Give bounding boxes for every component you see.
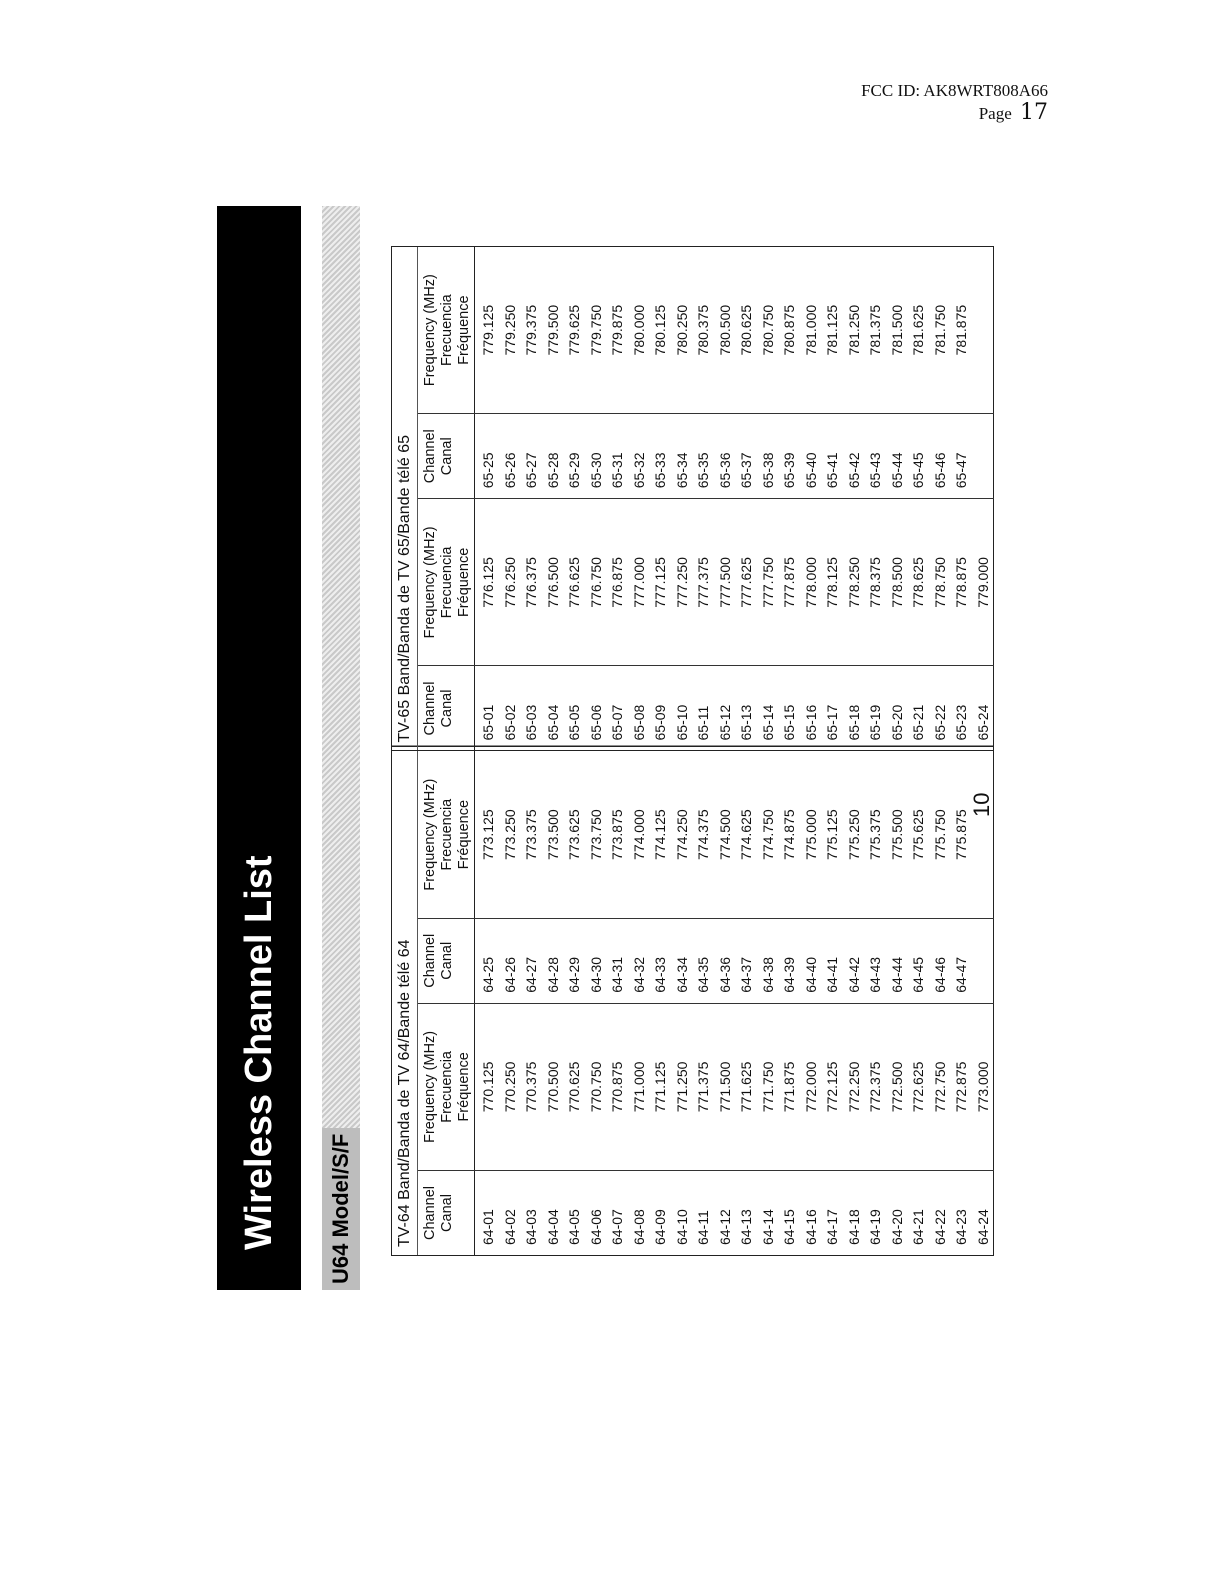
frequency-cell: 773.125 — [480, 809, 496, 860]
frequency-cell: 776.750 — [587, 557, 604, 608]
channel-cell: 65-01 — [480, 704, 496, 741]
channel-cell: 64-21 — [910, 1209, 926, 1245]
channel-column — [418, 919, 994, 1004]
frequency-cell: 773.625 — [566, 809, 582, 860]
frequency-cell: 775.375 — [867, 809, 883, 860]
channel-cell: 65-05 — [566, 704, 582, 741]
document-page-number: 10 — [969, 792, 994, 817]
frequency-cell: 770.625 — [566, 1061, 582, 1113]
column-header-line: Canal — [439, 689, 455, 728]
frequency-cell: 778.500 — [888, 557, 905, 608]
channel-cell: 65-46 — [931, 452, 948, 489]
frequency-cell: 777.875 — [781, 557, 797, 608]
column-header — [418, 499, 475, 665]
channel-cell: 64-43 — [867, 956, 883, 993]
frequency-column — [418, 1004, 994, 1171]
frequency-cell: 775.500 — [888, 809, 905, 860]
channel-cell: 64-09 — [652, 1209, 668, 1245]
column-header-line: Channel — [422, 429, 438, 484]
page-label: Page — [978, 104, 1012, 123]
channel-cell: 65-43 — [867, 452, 883, 489]
channel-cell: 64-05 — [566, 1209, 582, 1245]
channel-cell: 64-30 — [587, 956, 604, 993]
frequency-cell: 779.625 — [566, 304, 582, 356]
channel-cell: 64-31 — [609, 956, 625, 993]
column-header-line: Canal — [439, 437, 455, 476]
frequency-cell: 779.125 — [480, 304, 496, 356]
channel-cell: 64-20 — [888, 1209, 905, 1245]
frequency-cell: 777.250 — [673, 557, 690, 608]
frequency-cell: 779.250 — [501, 304, 518, 356]
frequency-cell: 780.625 — [738, 304, 754, 356]
column-header-line: Frecuencia — [439, 294, 455, 366]
channel-cell: 65-08 — [630, 704, 647, 741]
frequency-cell: 776.500 — [544, 557, 561, 608]
channel-cell: 64-16 — [802, 1209, 819, 1245]
frequency-cell: 772.625 — [910, 1061, 926, 1113]
frequency-cell: 777.000 — [630, 557, 647, 608]
frequency-cell: 781.250 — [845, 304, 862, 356]
channel-cell: 65-11 — [695, 705, 711, 741]
channel-cell: 65-22 — [931, 704, 948, 741]
frequency-cell: 772.125 — [824, 1061, 840, 1113]
frequency-cell: 771.875 — [781, 1061, 797, 1113]
frequency-cell: 774.125 — [652, 809, 668, 860]
channel-cell: 65-31 — [609, 452, 625, 489]
frequency-cell: 780.125 — [652, 304, 668, 356]
channel-cell: 64-17 — [824, 1209, 840, 1245]
frequency-cell: 779.375 — [523, 304, 539, 356]
channel-cell: 65-15 — [781, 704, 797, 741]
frequency-cell: 779.500 — [544, 304, 561, 356]
frequency-cell: 770.125 — [480, 1061, 496, 1113]
channel-cell: 65-27 — [523, 452, 539, 489]
channel-cell: 65-26 — [501, 452, 518, 489]
channel-cell: 64-12 — [716, 1209, 733, 1245]
channel-cell: 65-07 — [609, 704, 625, 741]
channel-cell: 64-38 — [759, 956, 776, 993]
frequency-cell: 775.750 — [931, 809, 948, 860]
channel-cell: 65-42 — [845, 452, 862, 489]
channel-cell: 64-08 — [630, 1209, 647, 1245]
column-header-line: Frecuencia — [439, 546, 455, 619]
column-header-line: Canal — [439, 941, 455, 980]
band-title: TV-65 Band/Banda de TV 65/Bande télé 65 — [392, 247, 418, 751]
frequency-cell: 781.125 — [824, 304, 840, 356]
frequency-cell: 777.125 — [652, 557, 668, 608]
frequency-cell: 778.375 — [867, 557, 883, 608]
column-header-line: Frequency (MHz) — [422, 778, 438, 891]
channel-cell: 64-46 — [931, 956, 948, 993]
frequency-cell: 773.375 — [523, 809, 539, 860]
band-section — [392, 247, 993, 752]
channel-cell: 64-41 — [824, 956, 840, 993]
frequency-cell: 771.250 — [673, 1061, 690, 1113]
channel-cell: 65-20 — [888, 704, 905, 741]
frequency-cell: 775.250 — [845, 809, 862, 860]
channel-cell: 64-42 — [845, 956, 862, 993]
frequency-cell: 775.875 — [953, 809, 969, 860]
channel-cell: 64-02 — [501, 1209, 518, 1245]
frequency-cell: 774.750 — [759, 809, 776, 860]
frequency-cell: 777.625 — [738, 557, 754, 608]
channel-cell: 64-32 — [630, 956, 647, 993]
column-header — [418, 414, 475, 498]
channel-cell: 64-04 — [544, 1209, 561, 1245]
channel-cell: 64-25 — [480, 956, 496, 993]
frequency-cell: 780.750 — [759, 304, 776, 356]
channel-cell: 64-35 — [695, 956, 711, 993]
frequency-cell: 773.500 — [544, 809, 561, 860]
frequency-column — [418, 499, 994, 666]
frequency-cell: 776.875 — [609, 557, 625, 608]
channel-cell: 64-47 — [953, 956, 969, 993]
column-header — [418, 919, 475, 1003]
channel-cell: 65-04 — [544, 704, 561, 741]
channel-cell: 65-10 — [673, 704, 690, 741]
page-number-handwritten: 17 — [1020, 100, 1048, 125]
column-header-line: Channel — [422, 933, 438, 988]
column-header-line: Frequency (MHz) — [422, 526, 438, 639]
frequency-cell: 777.500 — [716, 557, 733, 608]
channel-cell: 64-37 — [738, 956, 754, 993]
column-header — [418, 667, 475, 751]
column-header — [418, 1004, 475, 1170]
frequency-cell: 771.125 — [652, 1061, 668, 1113]
band-title: TV-64 Band/Banda de TV 64/Bande télé 64 — [392, 752, 418, 1256]
column-header-line: Frecuencia — [439, 1051, 455, 1123]
frequency-cell: 775.000 — [802, 809, 819, 860]
channel-cell: 64-03 — [523, 1209, 539, 1245]
page-indicator — [861, 102, 1048, 125]
frequency-cell: 777.375 — [695, 557, 711, 608]
channel-cell: 65-09 — [652, 704, 668, 741]
document-title: Wireless Channel List — [217, 206, 301, 1290]
channel-cell: 65-12 — [716, 704, 733, 741]
channel-cell: 65-21 — [910, 704, 926, 741]
frequency-cell: 780.375 — [695, 304, 711, 356]
frequency-cell: 772.250 — [845, 1061, 862, 1113]
channel-cell: 64-15 — [781, 1209, 797, 1245]
channel-column — [418, 414, 994, 499]
frequency-cell: 771.000 — [630, 1061, 647, 1113]
channel-cell: 65-19 — [867, 704, 883, 741]
frequency-cell: 778.125 — [824, 557, 840, 608]
frequency-cell: 779.750 — [587, 304, 604, 356]
channel-cell: 65-25 — [480, 452, 496, 489]
frequency-cell: 775.625 — [910, 809, 926, 860]
frequency-cell: 777.750 — [759, 557, 776, 608]
channel-cell: 64-34 — [673, 956, 690, 993]
channel-cell: 65-38 — [759, 452, 776, 489]
channel-cell: 64-01 — [480, 1209, 496, 1245]
frequency-cell: 772.375 — [867, 1061, 883, 1113]
frequency-cell: 770.375 — [523, 1061, 539, 1113]
channel-cell: 64-33 — [652, 956, 668, 993]
channel-cell: 65-34 — [673, 452, 690, 489]
channel-cell: 65-18 — [845, 704, 862, 741]
channel-cell: 64-07 — [609, 1209, 625, 1245]
frequency-cell: 774.875 — [781, 809, 797, 860]
channel-cell: 64-11 — [695, 1210, 711, 1245]
frequency-cell: 772.750 — [931, 1061, 948, 1113]
frequency-cell: 770.750 — [587, 1061, 604, 1113]
frequency-cell: 781.375 — [867, 304, 883, 356]
frequency-cell: 771.375 — [695, 1061, 711, 1113]
frequency-cell: 771.500 — [716, 1061, 733, 1113]
channel-cell: 65-24 — [974, 704, 991, 741]
frequency-cell: 779.875 — [609, 304, 625, 356]
frequency-cell: 780.250 — [673, 304, 690, 356]
column-header-line: Fréquence — [456, 799, 472, 870]
channel-cell: 64-18 — [845, 1209, 862, 1245]
column-header-line: Fréquence — [456, 547, 472, 618]
frequency-cell: 781.750 — [931, 304, 948, 356]
channel-cell: 65-16 — [802, 704, 819, 741]
frequency-cell: 773.875 — [609, 809, 625, 860]
frequency-cell: 776.250 — [501, 557, 518, 608]
frequency-cell: 778.625 — [910, 557, 926, 608]
channel-cell: 65-41 — [824, 452, 840, 489]
frequency-cell: 774.375 — [695, 809, 711, 860]
frequency-cell: 774.000 — [630, 809, 647, 860]
channel-cell: 65-29 — [566, 452, 582, 489]
frequency-cell: 776.625 — [566, 557, 582, 608]
frequency-cell: 781.000 — [802, 304, 819, 356]
channel-cell: 65-13 — [738, 704, 754, 741]
frequency-cell: 780.000 — [630, 304, 647, 356]
channel-cell: 64-26 — [501, 956, 518, 993]
channel-cell: 65-23 — [953, 704, 969, 741]
column-header-line: Fréquence — [456, 295, 472, 365]
channel-cell: 64-10 — [673, 1209, 690, 1245]
channel-cell: 65-35 — [695, 452, 711, 489]
model-banner — [322, 206, 360, 1290]
channel-cell: 64-28 — [544, 956, 561, 993]
frequency-cell: 775.125 — [824, 809, 840, 860]
column-header-line: Fréquence — [456, 1052, 472, 1122]
frequency-cell: 780.875 — [781, 304, 797, 356]
frequency-cell: 774.625 — [738, 809, 754, 860]
column-header-line: Canal — [439, 1194, 455, 1232]
frequency-cell: 778.250 — [845, 557, 862, 608]
model-label: U64 Model/S/F — [322, 1128, 360, 1290]
frequency-cell: 771.625 — [738, 1061, 754, 1113]
frequency-cell: 770.875 — [609, 1061, 625, 1113]
channel-cell: 64-24 — [974, 1209, 991, 1245]
frequency-cell: 772.500 — [888, 1061, 905, 1113]
channel-cell: 64-29 — [566, 956, 582, 993]
channel-cell: 64-40 — [802, 956, 819, 993]
frequency-cell: 778.875 — [953, 557, 969, 608]
channel-column — [418, 667, 994, 751]
column-header — [418, 1171, 475, 1255]
channel-cell: 64-36 — [716, 956, 733, 993]
channel-cell: 65-44 — [888, 452, 905, 489]
channel-cell: 64-19 — [867, 1209, 883, 1245]
column-header-line: Channel — [422, 681, 438, 736]
frequency-cell: 781.500 — [888, 304, 905, 356]
frequency-cell: 781.875 — [953, 304, 969, 356]
rotated-document — [217, 206, 1007, 1290]
channel-cell: 65-40 — [802, 452, 819, 489]
column-header-line: Frecuencia — [439, 798, 455, 871]
channel-cell: 65-45 — [910, 452, 926, 489]
column-header-line: Channel — [422, 1186, 438, 1241]
channel-cell: 65-03 — [523, 704, 539, 741]
frequency-cell: 770.250 — [501, 1061, 518, 1113]
channel-cell: 64-23 — [953, 1209, 969, 1245]
channel-cell: 65-33 — [652, 452, 668, 489]
frequency-cell: 781.625 — [910, 304, 926, 356]
channel-cell: 64-44 — [888, 956, 905, 993]
channel-cell: 64-14 — [759, 1209, 776, 1245]
column-header — [418, 752, 475, 918]
channel-table — [391, 246, 994, 1256]
frequency-cell: 779.000 — [974, 557, 991, 608]
channel-cell: 64-13 — [738, 1209, 754, 1245]
channel-cell: 65-28 — [544, 452, 561, 489]
fcc-header — [861, 80, 1048, 125]
column-header — [418, 247, 475, 413]
channel-cell: 64-27 — [523, 956, 539, 993]
frequency-cell: 771.750 — [759, 1061, 776, 1113]
channel-cell: 65-39 — [781, 452, 797, 489]
frequency-cell: 773.000 — [974, 1061, 991, 1113]
band-section — [392, 752, 993, 1256]
channel-column — [418, 1171, 994, 1255]
channel-cell: 65-36 — [716, 452, 733, 489]
frequency-cell: 770.500 — [544, 1061, 561, 1113]
column-header-line: Frequency (MHz) — [422, 274, 438, 387]
channel-cell: 65-37 — [738, 452, 754, 489]
frequency-cell: 778.000 — [802, 557, 819, 608]
frequency-cell: 772.875 — [953, 1061, 969, 1113]
channel-cell: 65-14 — [759, 704, 776, 741]
channel-cell: 65-30 — [587, 452, 604, 489]
frequency-cell: 778.750 — [931, 557, 948, 608]
frequency-cell: 776.375 — [523, 557, 539, 608]
channel-cell: 65-06 — [587, 704, 604, 741]
channel-cell: 65-47 — [953, 452, 969, 489]
channel-cell: 65-17 — [824, 704, 840, 741]
channel-cell: 64-22 — [931, 1209, 948, 1245]
frequency-cell: 774.250 — [673, 809, 690, 860]
frequency-cell: 773.250 — [501, 809, 518, 860]
frequency-cell: 776.125 — [480, 557, 496, 608]
frequency-cell: 780.500 — [716, 304, 733, 356]
channel-cell: 64-06 — [587, 1209, 604, 1245]
channel-cell: 65-02 — [501, 704, 518, 741]
fcc-id: FCC ID: AK8WRT808A66 — [861, 81, 1048, 100]
channel-cell: 65-32 — [630, 452, 647, 489]
column-header-line: Frequency (MHz) — [422, 1030, 438, 1143]
channel-cell: 64-39 — [781, 956, 797, 993]
frequency-cell: 774.500 — [716, 809, 733, 860]
frequency-cell: 773.750 — [587, 809, 604, 860]
frequency-cell: 772.000 — [802, 1061, 819, 1113]
frequency-column — [418, 247, 994, 414]
channel-cell: 64-45 — [910, 956, 926, 993]
frequency-column — [418, 752, 994, 919]
